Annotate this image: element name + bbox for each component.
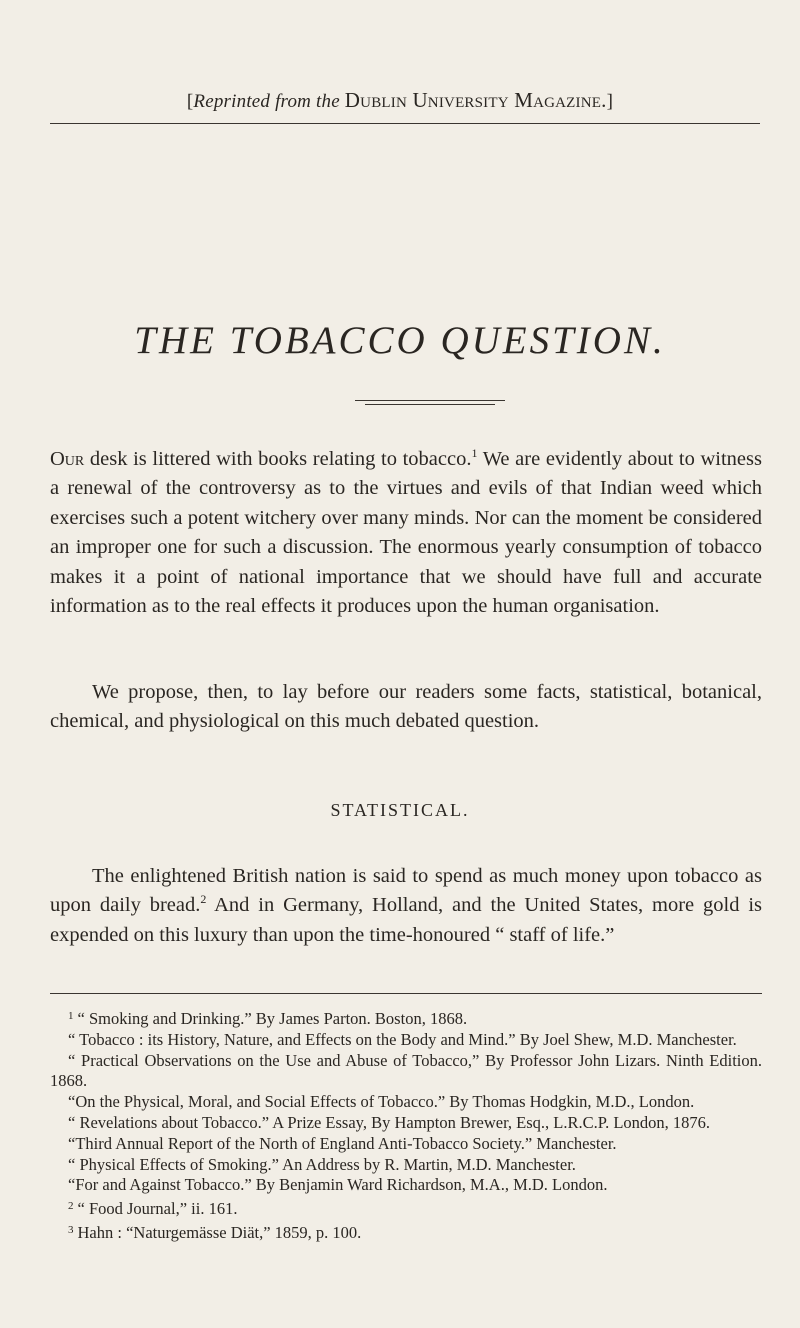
journal-name: Dublin University Magazine. [344,88,607,112]
footnote: “Third Annual Report of the North of England Anti-Tobacco Society.” Manchester. [68,1133,617,1153]
footnote: “For and Against Tobacco.” By Benjamin Ward Richardson, M.A., M.D. London. [68,1175,608,1195]
section-heading: STATISTICAL. [330,800,470,820]
title-ornament-rule-lower [365,404,495,405]
footnote-rule [50,993,762,994]
paragraph-proposal: We propose, then, to lay before our readers some facts, statistical, botanical, chemical, and physiological on this much debated question. [50,681,762,733]
reprint-note: Reprinted from the [193,91,340,112]
title-ornament-rule [355,400,505,401]
paragraph-statistical: The enlightened British nation is said to spend as much money upon tobacco as upon daily bread.$^2$ And in Germany, Holland, and the United States, more gold is expended on this luxury than upon the time-honoured “ staff of life.” [50,865,762,946]
footnote: “ Practical Observations on the Use and Abuse of Tobacco,” By Professor John Lizars. Ninth Edition. 1868. [50,1050,762,1091]
footnotes [50,1006,762,1244]
footnote: “ Physical Effects of Smoking.” An Address by R. Martin, M.D. Manchester. [68,1154,576,1174]
footnote: “ Revelations about Tobacco.” A Prize Essay, By Hampton Brewer, Esq., L.R.C.P. London, 1876. [68,1112,711,1132]
footnote: $^3$ Hahn : “Naturgemässe Diät,” 1859, p. 100. [68,1222,362,1242]
footnote-ref-1: 1 [471,446,478,460]
footnote: $^1$ “ Smoking and Drinking.” By James Parton. Boston, 1868. [68,1009,468,1028]
page-title: THE TOBACCO QUESTION. [134,319,666,362]
footnote: “ Tobacco : its History, Nature, and Effects on the Body and Mind.” By Joel Shew, M.D. Manchester. [68,1029,737,1049]
header-rule [50,123,760,124]
paragraph-intro: Our desk is littered with books relating to tobacco.$^1$ We are evidently about to witness a renewal of the controversy as to the virtues and evils of that Indian weed which exercises such a potent witchery over many minds. Nor can the moment be considered an improper one for such a discussion. The enormous yearly consumption of tobacco makes it a point of national importance that we should have full and accurate information as to the real effects it produces upon the human organisation. [50,446,762,618]
drop-word: Our [50,448,85,470]
footnote: “On the Physical, Moral, and Social Effects of Tobacco.” By Thomas Hodgkin, M.D., London. [68,1092,695,1112]
footnote-ref-2: 2 [200,892,207,907]
reprint-header: [Reprinted from the Dublin University Magazine.] [186,88,614,112]
footnote: $^2$ “ Food Journal,” ii. 161. [68,1199,238,1219]
